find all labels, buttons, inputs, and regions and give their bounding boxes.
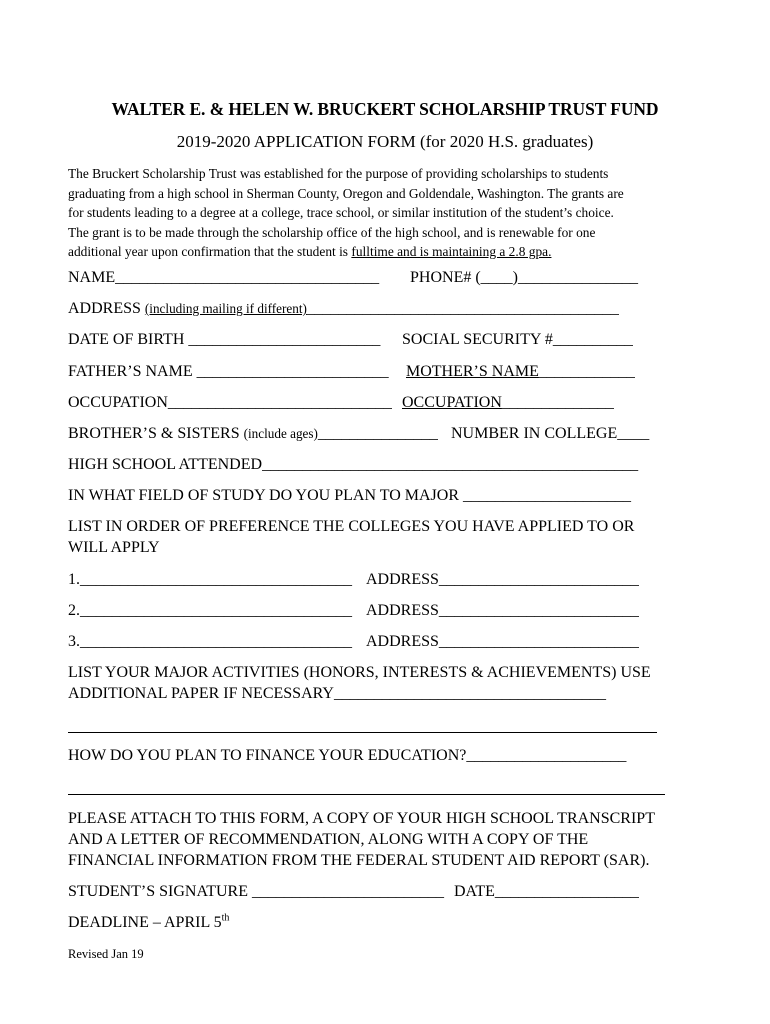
- college-1-address-field[interactable]: ADDRESS_________________________: [366, 571, 639, 588]
- form-subtitle: 2019-2020 APPLICATION FORM (for 2020 H.S. graduates): [176, 132, 594, 151]
- finance-field[interactable]: HOW DO YOU PLAN TO FINANCE YOUR EDUCATION?____________________: [68, 747, 627, 764]
- mother-occupation-label: OCCUPATION: [402, 394, 502, 411]
- siblings-line[interactable]: _______________: [317, 425, 438, 442]
- deadline-suffix: th: [221, 912, 230, 924]
- form-title: WALTER E. & HELEN W. BRUCKERT SCHOLARSHIP TRUST FUND: [111, 99, 659, 119]
- father-name-field[interactable]: FATHER’S NAME ________________________: [68, 363, 389, 380]
- mother-occupation-field[interactable]: [402, 393, 614, 413]
- finance-extra-line[interactable]: [68, 794, 665, 795]
- siblings-label: BROTHER’S & SISTERS: [68, 425, 244, 442]
- deadline: [68, 913, 229, 933]
- siblings-note: (include ages): [243, 426, 318, 441]
- name-field[interactable]: NAME_________________________________: [68, 269, 380, 286]
- attach-instruction: PLEASE ATTACH TO THIS FORM, A COPY OF YOUR HIGH SCHOOL TRANSCRIPT: [68, 810, 655, 827]
- intro-line-prefix: additional year upon confirmation that the student is: [68, 244, 352, 259]
- intro-line: for students leading to a degree at a college, trace school, or similar institution of the student’s choice.: [68, 205, 614, 220]
- mother-name-line[interactable]: ____________: [538, 363, 635, 380]
- intro-line: graduating from a high school in Sherman County, Oregon and Goldendale, Washington. The grants are: [68, 185, 624, 201]
- siblings-field[interactable]: [68, 424, 438, 444]
- date-of-birth-field[interactable]: DATE OF BIRTH ________________________: [68, 331, 381, 348]
- phone-field[interactable]: PHONE# (____)_______________: [410, 269, 638, 286]
- college-2-address-field[interactable]: ADDRESS_________________________: [366, 602, 639, 619]
- colleges-instruction-cont: WILL APPLY: [68, 539, 160, 556]
- attach-instruction-cont: FINANCIAL INFORMATION FROM THE FEDERAL STUDENT AID REPORT (SAR).: [68, 852, 650, 869]
- signature-date-field[interactable]: DATE__________________: [454, 883, 639, 900]
- intro-requirement: fulltime and is maintaining a 2.8 gpa.: [351, 244, 552, 259]
- college-3-field[interactable]: 3.__________________________________: [68, 633, 352, 650]
- revision-note: Revised Jan 19: [68, 947, 144, 961]
- colleges-instruction: LIST IN ORDER OF PREFERENCE THE COLLEGES YOU HAVE APPLIED TO OR: [68, 518, 635, 535]
- attach-instruction-cont: AND A LETTER OF RECOMMENDATION, ALONG WITH A COPY OF THE: [68, 831, 589, 848]
- college-1-field[interactable]: 1.__________________________________: [68, 571, 352, 588]
- mother-name-label: MOTHER’S NAME: [406, 363, 539, 380]
- social-security-field[interactable]: SOCIAL SECURITY #__________: [402, 331, 633, 348]
- intro-line: The Bruckert Scholarship Trust was established for the purpose of providing scholarships to students: [68, 166, 609, 181]
- mother-name-field[interactable]: [406, 362, 635, 382]
- father-occupation-field[interactable]: OCCUPATION____________________________: [68, 394, 392, 411]
- major-field[interactable]: IN WHAT FIELD OF STUDY DO YOU PLAN TO MAJOR _____________________: [68, 487, 631, 504]
- address-field[interactable]: [68, 299, 619, 319]
- activities-instruction: LIST YOUR MAJOR ACTIVITIES (HONORS, INTERESTS & ACHIEVEMENTS) USE: [68, 664, 651, 681]
- intro-paragraph: [68, 164, 688, 262]
- college-2-field[interactable]: 2.__________________________________: [68, 602, 352, 619]
- college-3-address-field[interactable]: ADDRESS_________________________: [366, 633, 639, 650]
- mother-occupation-line[interactable]: ______________: [501, 394, 614, 411]
- student-signature-field[interactable]: STUDENT’S SIGNATURE ________________________: [68, 883, 444, 900]
- high-school-field[interactable]: HIGH SCHOOL ATTENDED_______________________________________________: [68, 456, 639, 473]
- address-note: (including mailing if different): [144, 301, 307, 316]
- deadline-text: DEADLINE – APRIL 5: [68, 914, 222, 931]
- activities-field[interactable]: ADDITIONAL PAPER IF NECESSARY__________________________________: [68, 685, 606, 702]
- activities-extra-line[interactable]: [68, 732, 657, 733]
- address-line[interactable]: _______________________________________: [306, 300, 619, 317]
- intro-line: The grant is to be made through the scholarship office of the high school, and is renewable for one: [68, 224, 596, 240]
- address-label: ADDRESS: [68, 300, 145, 317]
- number-in-college-field[interactable]: NUMBER IN COLLEGE____: [451, 425, 650, 442]
- intro-line: [68, 242, 688, 262]
